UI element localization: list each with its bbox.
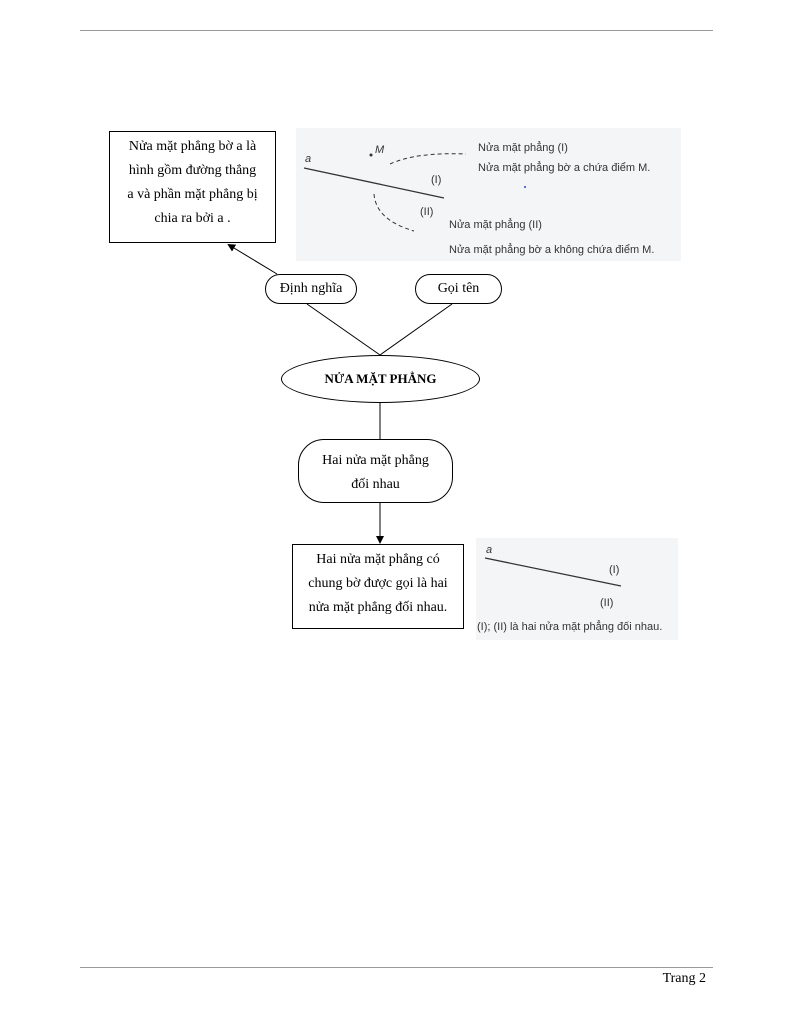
definition-line-1: Nửa mặt phẳng bờ a là [128,139,257,154]
definition-line-4: chia ra bởi a . [154,211,231,226]
opposite-node-line-2: đối nhau [351,477,400,492]
line-naming-to-center [380,304,452,355]
region-1-label: (I) [431,174,442,186]
caption-region-2: Nửa mặt phẳng (II) [449,219,542,231]
accent-dot [524,186,526,188]
caption-region-1-sub: Nửa mặt phẳng bờ a chứa điểm M. [478,162,651,174]
line-definition-to-center [307,304,380,355]
arrow-to-definition-box [229,245,277,274]
opposite-line-1: Hai nửa mặt phẳng có [316,552,440,567]
opposite-node-line-1: Hai nửa mặt phẳng [322,453,429,468]
opposite-definition-box [292,544,464,629]
definition-line-2: hình gồm đường thẳng [128,163,257,178]
region-2-label-2: (II) [600,597,614,609]
point-m-dot [370,154,373,157]
page-number: Trang 2 [662,971,706,986]
definition-box [109,131,276,243]
definition-node: Định nghĩa [265,274,357,304]
boundary-line-a-2 [485,558,621,586]
line-a-label-2: a [486,544,493,556]
line-a-label: a [305,153,312,165]
opposite-half-planes-figure [476,538,678,640]
region-2-dashed-curve [374,194,414,231]
boundary-line-a [304,168,444,198]
opposite-line-3: nửa mặt phẳng đối nhau. [308,600,448,615]
half-plane-figure [296,128,681,261]
caption-region-1: Nửa mặt phẳng (I) [478,142,568,154]
opposite-line-2: chung bờ được gọi là hai [308,576,448,591]
region-2-label: (II) [420,206,434,218]
caption-region-2-sub: Nửa mặt phẳng bờ a không chứa điểm M. [449,244,655,256]
definition-line-3: a và phần mặt phẳng bị [127,187,258,202]
central-topic-node: NỬA MẶT PHẲNG [281,355,480,403]
region-1-label-2: (I) [609,564,620,576]
naming-node: Gọi tên [415,274,502,304]
region-1-dashed-curve [390,154,466,164]
footer-rule [80,967,713,968]
opposite-half-planes-node [298,439,453,503]
point-m-label: M [375,144,385,156]
figure-2-caption: (I); (II) là hai nửa mặt phẳng đối nhau. [477,621,663,633]
